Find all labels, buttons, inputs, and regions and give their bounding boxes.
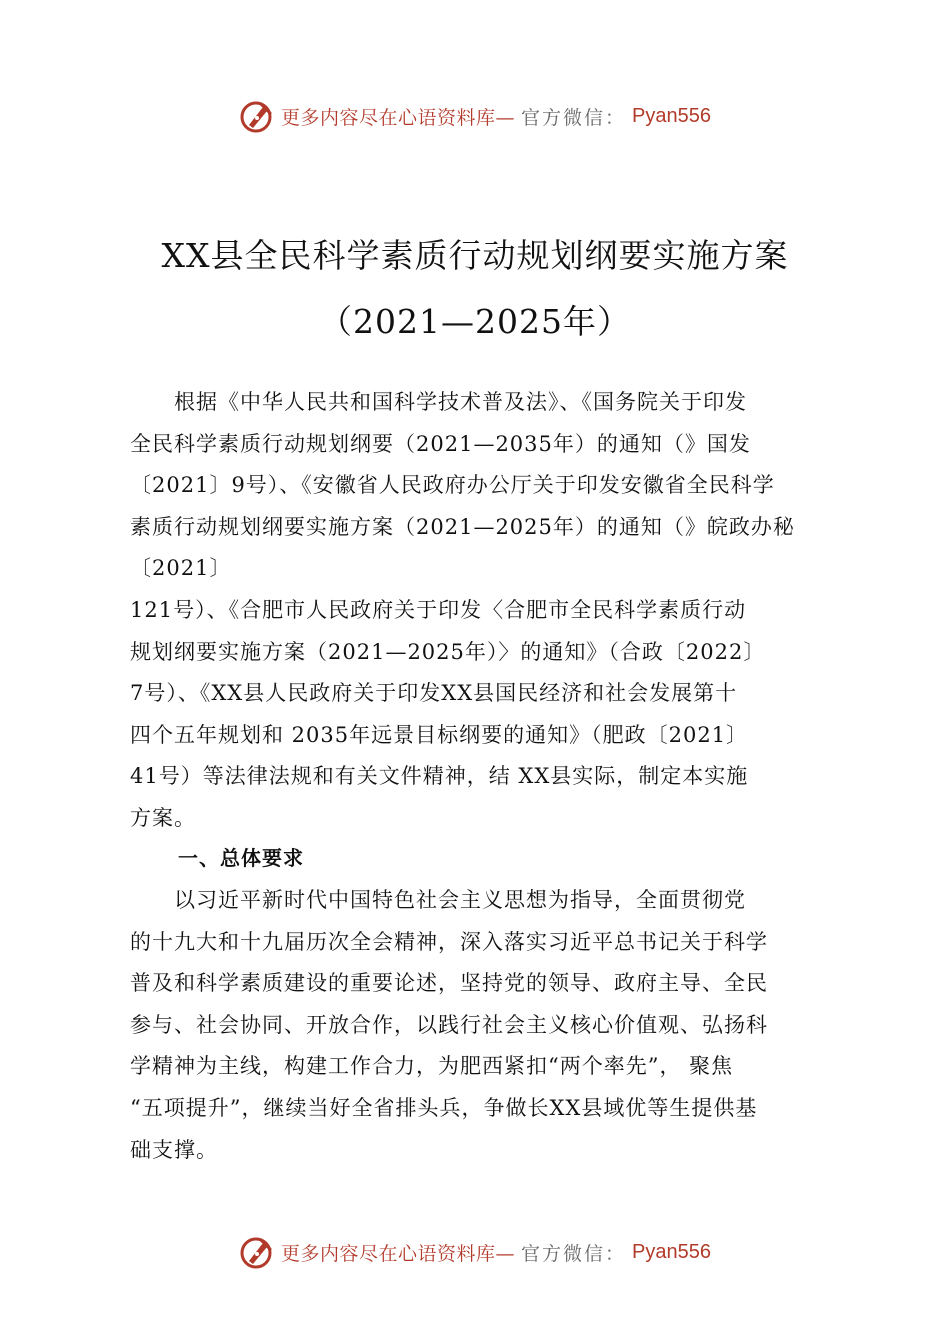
header-watermark: [0, 96, 950, 136]
pen-nib-logo-icon: [239, 1234, 275, 1270]
watermark-wechat-label: 官方微信：: [521, 106, 627, 129]
general-requirements-paragraph: 以习近平新时代中国特色社会主义思想为指导，全面贯彻党 的十九大和十九届历次全会精神，深入落实习近平总书记关于科学 普及和科学素质建设的重要论述，坚持党的领导、政府主导、全民 参与、社会协同、开放合作，以践行社会主义核心价值观、弘扬科 学精神为主线，构建工作合力，为肥西紧扣“两个率先”， 聚焦 “五项提升”，继续当好全省排头兵，争做长XX县域优等生提供基 础支撑。: [130, 888, 768, 1162]
document-subtitle-years: （2021—2025年）: [319, 302, 631, 341]
watermark-wechat-label: 官方微信：: [521, 1242, 627, 1265]
intro-paragraph: 根据《中华人民共和国科学技术普及法》、《国务院关于印发 全民科学素质行动规划纲要（2021—2035年）的通知（》国发 〔2021〕9号）、《安徽省人民政府办公厅关于印发安徽省全民科学 素质行动规划纲要实施方案（2021—2025年）的通知（》皖政办秘 〔2021〕 121号）、《合肥市人民政府关于印发〈合肥市全民科学素质行动 规划纲要实施方案（2021—2025年）〉的通知》（合政〔2022〕 7号）、《XX县人民政府关于印发XX县国民经济和社会发展第十 四个五年规划和 2035年远景目标纲要的通知》（肥政〔2021〕 41号）等法律法规和有关文件精神，结 XX县实际，制定本实施 方案。: [130, 390, 795, 830]
footer-watermark: [0, 1232, 950, 1272]
document-title: XX县全民科学素质行动规划纲要实施方案: [161, 236, 789, 275]
watermark-text: 更多内容尽在心语资料库—: [281, 106, 516, 129]
watermark-wechat-id: Pyan556: [632, 104, 711, 127]
watermark-text: 更多内容尽在心语资料库—: [281, 1242, 516, 1265]
watermark-wechat-id: Pyan556: [632, 1240, 711, 1263]
pen-nib-logo-icon: [239, 98, 275, 134]
intro-paragraph-block: [130, 382, 865, 840]
general-requirements-block: [130, 880, 865, 1171]
section-heading-general-requirements: 一、总体要求: [178, 846, 304, 870]
